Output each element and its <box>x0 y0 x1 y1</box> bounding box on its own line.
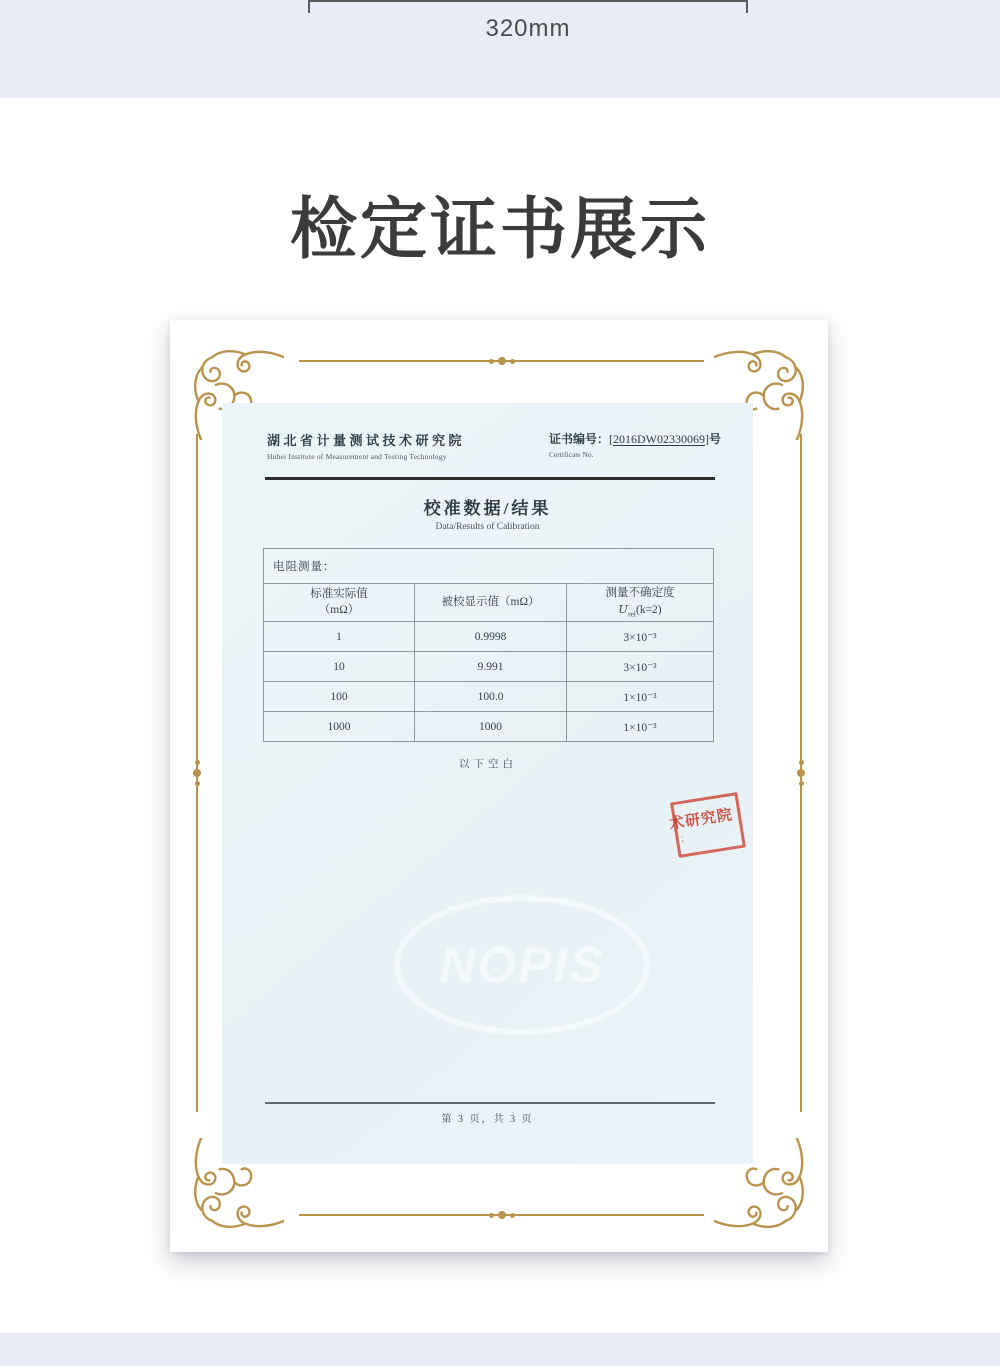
gold-border-left-line <box>196 434 198 1112</box>
certificate-number-value: 2016DW02330069 <box>612 432 705 446</box>
footer-rule <box>265 1102 715 1104</box>
gold-border-right-line <box>800 434 802 1112</box>
certificate-number-block <box>549 430 721 459</box>
table-cell: 3×10⁻³ <box>567 652 714 682</box>
table-cell: 1 <box>264 622 415 652</box>
section-title: 检定证书展示 <box>290 192 710 267</box>
red-stamp <box>670 792 746 858</box>
gold-border-left-dots-icon <box>193 760 201 786</box>
table-cell: 10 <box>264 652 415 682</box>
table-header-displayed-value: 被校显示值（mΩ） <box>415 584 567 622</box>
header-line: （mΩ） <box>318 603 360 616</box>
table-row <box>264 652 714 682</box>
certificate-scan <box>222 403 753 1164</box>
red-stamp-partial-mark: ; <box>679 832 685 845</box>
top-dimension-band <box>0 0 1000 98</box>
table-section-row <box>264 549 714 584</box>
table-cell: 100.0 <box>415 682 567 712</box>
gold-border-bottom-dots-icon <box>489 1211 515 1219</box>
table-row <box>264 622 714 652</box>
table-cell: 0.9998 <box>415 622 567 652</box>
table-header-uncertainty <box>567 584 714 622</box>
certificate-number-sublabel: Certificate No. <box>548 450 594 459</box>
page-number-text: 第 3 页，共 3 页 <box>441 1114 534 1125</box>
header-uncertainty-formula <box>567 602 713 619</box>
gold-border-top-line <box>299 360 704 362</box>
issuer-name-cn: 湖北省计量测试技术研究院 <box>267 433 466 448</box>
certificate-number-suffix: 号 <box>708 432 721 446</box>
gold-border-bottom-line <box>299 1214 704 1216</box>
gold-border-right-dots-icon <box>797 760 805 786</box>
issuer-block <box>267 430 465 461</box>
header-line: 测量不确定度 <box>605 587 675 600</box>
width-dimension-bracket <box>308 0 748 13</box>
formula-k: (k=2) <box>635 603 662 616</box>
header-rule <box>265 477 715 480</box>
calibration-table <box>263 548 714 742</box>
certificate-header <box>267 430 721 461</box>
certificate-paper <box>170 320 828 1252</box>
certificate-number-bracket-close: ] <box>704 432 709 446</box>
red-stamp-text: 术研究院 <box>668 807 735 833</box>
formula-sub: rel <box>628 608 636 618</box>
certificate-number-bracket-open: [ <box>608 432 613 446</box>
table-cell: 1×10⁻³ <box>567 712 714 742</box>
end-of-data-note: 以下空白 <box>459 759 517 770</box>
watermark <box>394 895 650 1035</box>
table-row <box>264 682 714 712</box>
issuer-name-en: Hubei Institute of Measurement and Testing Technology <box>267 452 447 461</box>
bottom-band <box>0 1333 1000 1366</box>
header-line: 标准实际值 <box>310 587 368 600</box>
watermark-text: NOPIS <box>439 937 605 993</box>
table-row <box>264 712 714 742</box>
width-dimension-label: 320mm <box>485 15 571 42</box>
table-header-standard-value <box>264 584 415 622</box>
table-section-label: 电阻测量： <box>264 549 714 584</box>
calibration-title-en: Data/Results of Calibration <box>435 522 540 532</box>
formula-u: U <box>618 601 629 616</box>
table-cell: 1×10⁻³ <box>567 682 714 712</box>
certificate-number-line <box>549 430 721 447</box>
table-cell: 1000 <box>264 712 415 742</box>
calibration-title-cn: 校准数据/结果 <box>423 499 552 518</box>
table-header-row <box>264 584 714 622</box>
gold-border-top-dots-icon <box>489 357 515 365</box>
table-cell: 3×10⁻³ <box>567 622 714 652</box>
certificate-number-label: 证书编号： <box>548 432 609 446</box>
table-cell: 100 <box>264 682 415 712</box>
table-cell: 9.991 <box>415 652 567 682</box>
table-cell: 1000 <box>415 712 567 742</box>
